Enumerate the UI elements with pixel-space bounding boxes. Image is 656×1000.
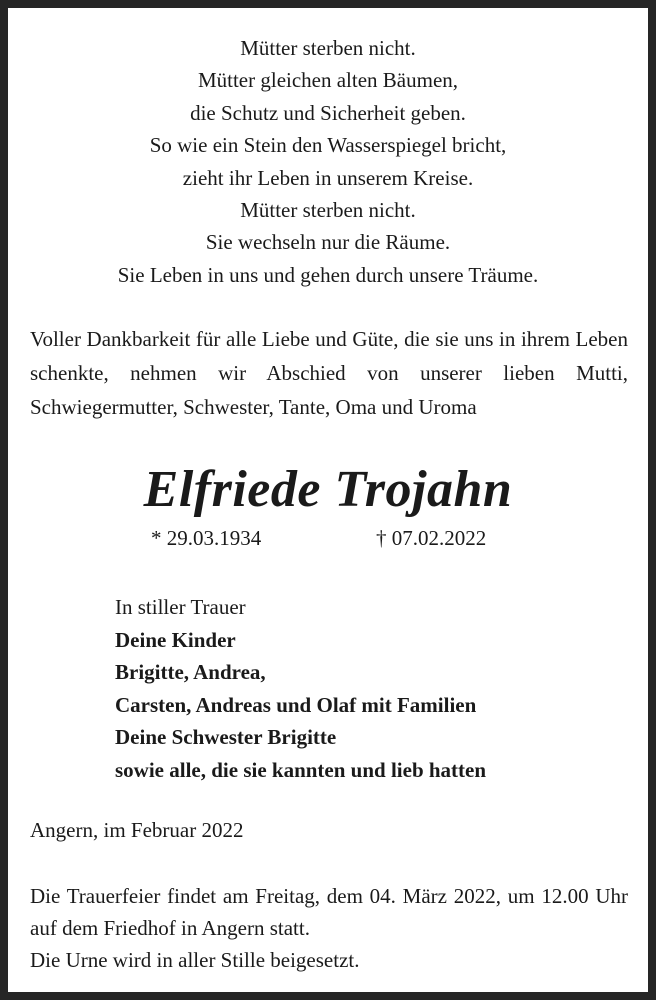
mourner-line: sowie alle, die sie kannten und lieb hatten <box>115 757 487 782</box>
birth-date: * 29.03.1934 <box>151 526 262 550</box>
poem-line: die Schutz und Sicherheit geben. <box>190 100 466 125</box>
funeral-info <box>30 880 628 976</box>
poem-line: Mütter gleichen alten Bäumen, <box>197 68 459 93</box>
mourner-line: Brigitte, Andrea, <box>115 660 266 684</box>
poem-line: zieht ihr Leben in unserem Kreise. <box>182 165 474 190</box>
poem-line: So wie ein Stein den Wasserspiegel bricht, <box>149 133 507 158</box>
place-date: Angern, im Februar 2022 <box>30 818 244 842</box>
mourners-block <box>115 591 486 786</box>
poem-line: Mütter sterben nicht. <box>240 198 416 223</box>
intro-text: Voller Dankbarkeit für alle Liebe und Güte, die sie uns in ihrem Leben schenkte, nehmen wir Abschied von unserer lieben Mutti, Schwiegermutter, Schwester, Tante, Oma und Uroma <box>30 327 628 419</box>
death-date: † 07.02.2022 <box>376 526 487 550</box>
poem <box>18 32 638 291</box>
deceased-name: Elfriede Trojahn <box>143 461 513 518</box>
urn-text: Die Urne wird in aller Stille beigesetzt. <box>30 948 360 972</box>
poem-line: Mütter sterben nicht. <box>240 36 416 60</box>
poem-line: Sie Leben in uns und gehen durch unsere Träume. <box>117 262 539 287</box>
poem-line: Sie wechseln nur die Räume. <box>205 230 451 255</box>
mourner-line: Carsten, Andreas und Olaf mit Familien <box>115 692 477 717</box>
mourner-line: Deine Kinder <box>115 627 236 652</box>
mourner-line: Deine Schwester Brigitte <box>115 725 337 749</box>
mourners-heading: In stiller Trauer <box>115 595 246 619</box>
funeral-text: Die Trauerfeier findet am Freitag, dem 04. März 2022, um 12.00 Uhr auf dem Friedhof in Angern statt. <box>30 884 628 940</box>
